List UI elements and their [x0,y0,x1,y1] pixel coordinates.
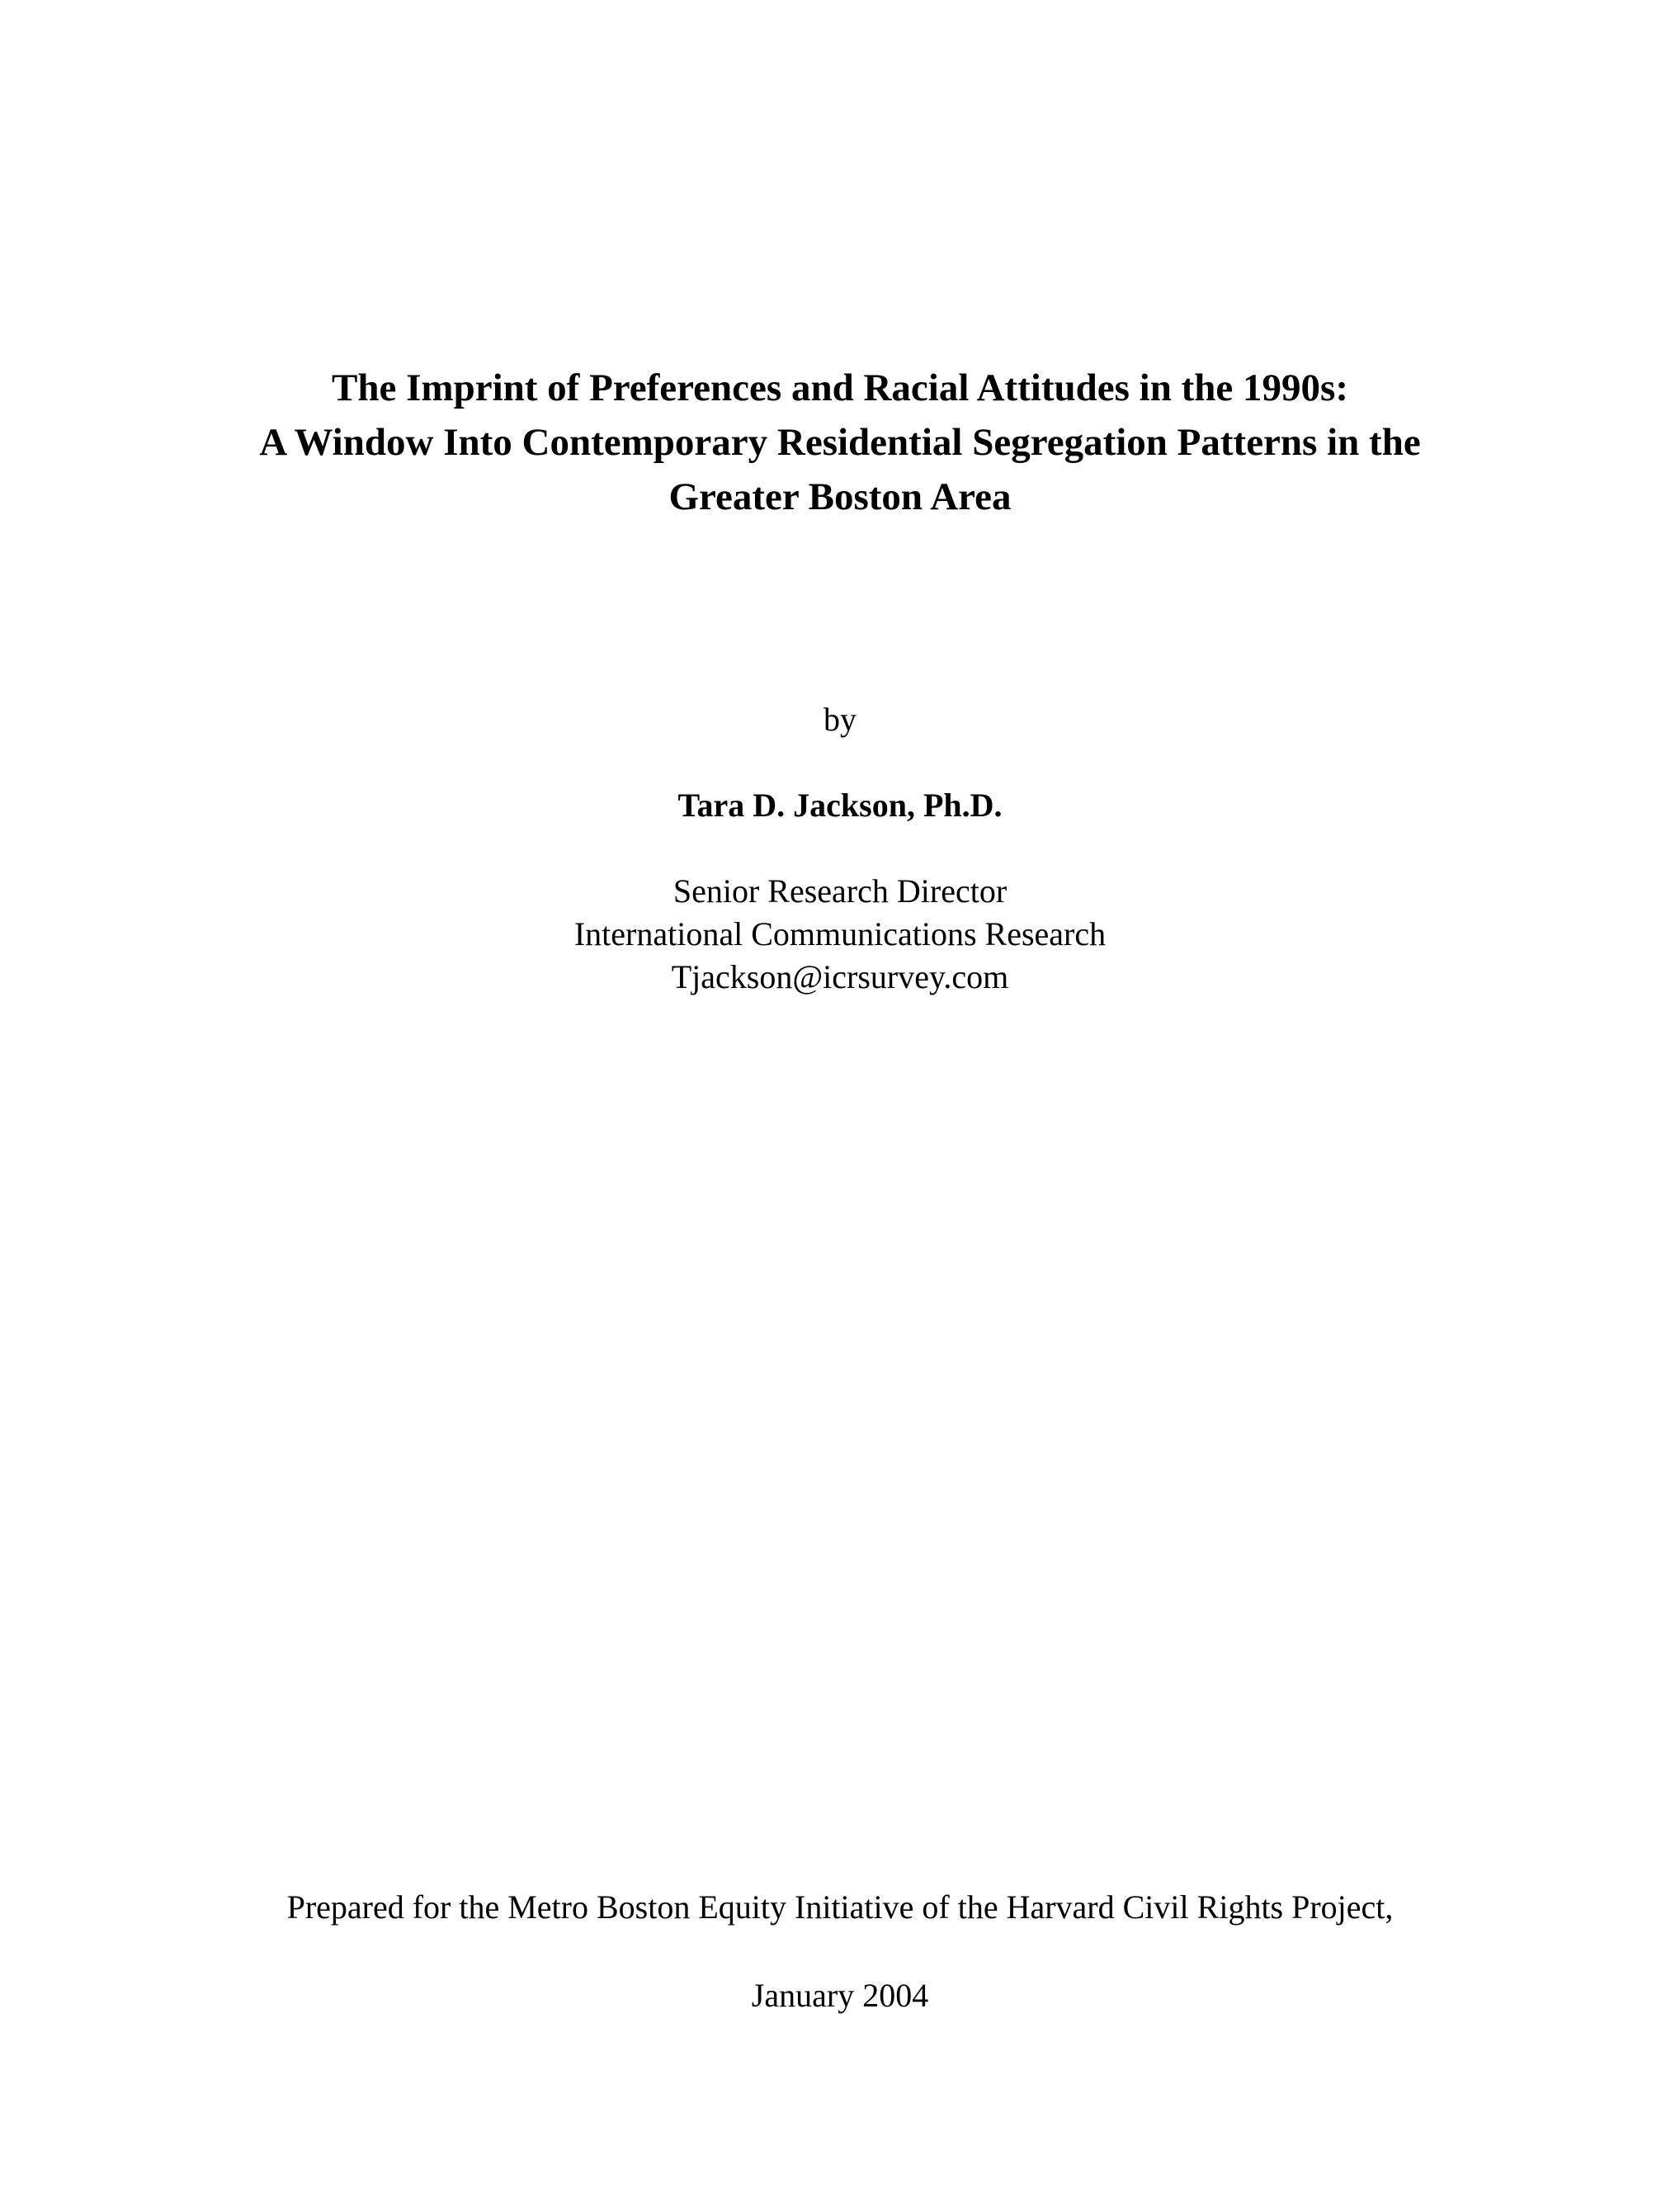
author-name: Tara D. Jackson, Ph.D. [677,787,1003,824]
title-line-1: The Imprint of Preferences and Racial Attitudes in the 1990s: [332,366,1348,409]
title-line-3: Greater Boston Area [668,475,1012,518]
prepared-for-note: Prepared for the Metro Boston Equity Initiative of the Harvard Civil Rights Project, [286,1888,1394,1926]
by-label: by [823,701,857,738]
publication-date: January 2004 [751,1977,929,2014]
author-organization: International Communications Research [573,915,1107,952]
author-position: Senior Research Director [672,872,1008,910]
title-line-2: A Window Into Contemporary Residential Segregation Patterns in the [259,421,1421,464]
author-email: Tjackson@icrsurvey.com [671,958,1009,995]
